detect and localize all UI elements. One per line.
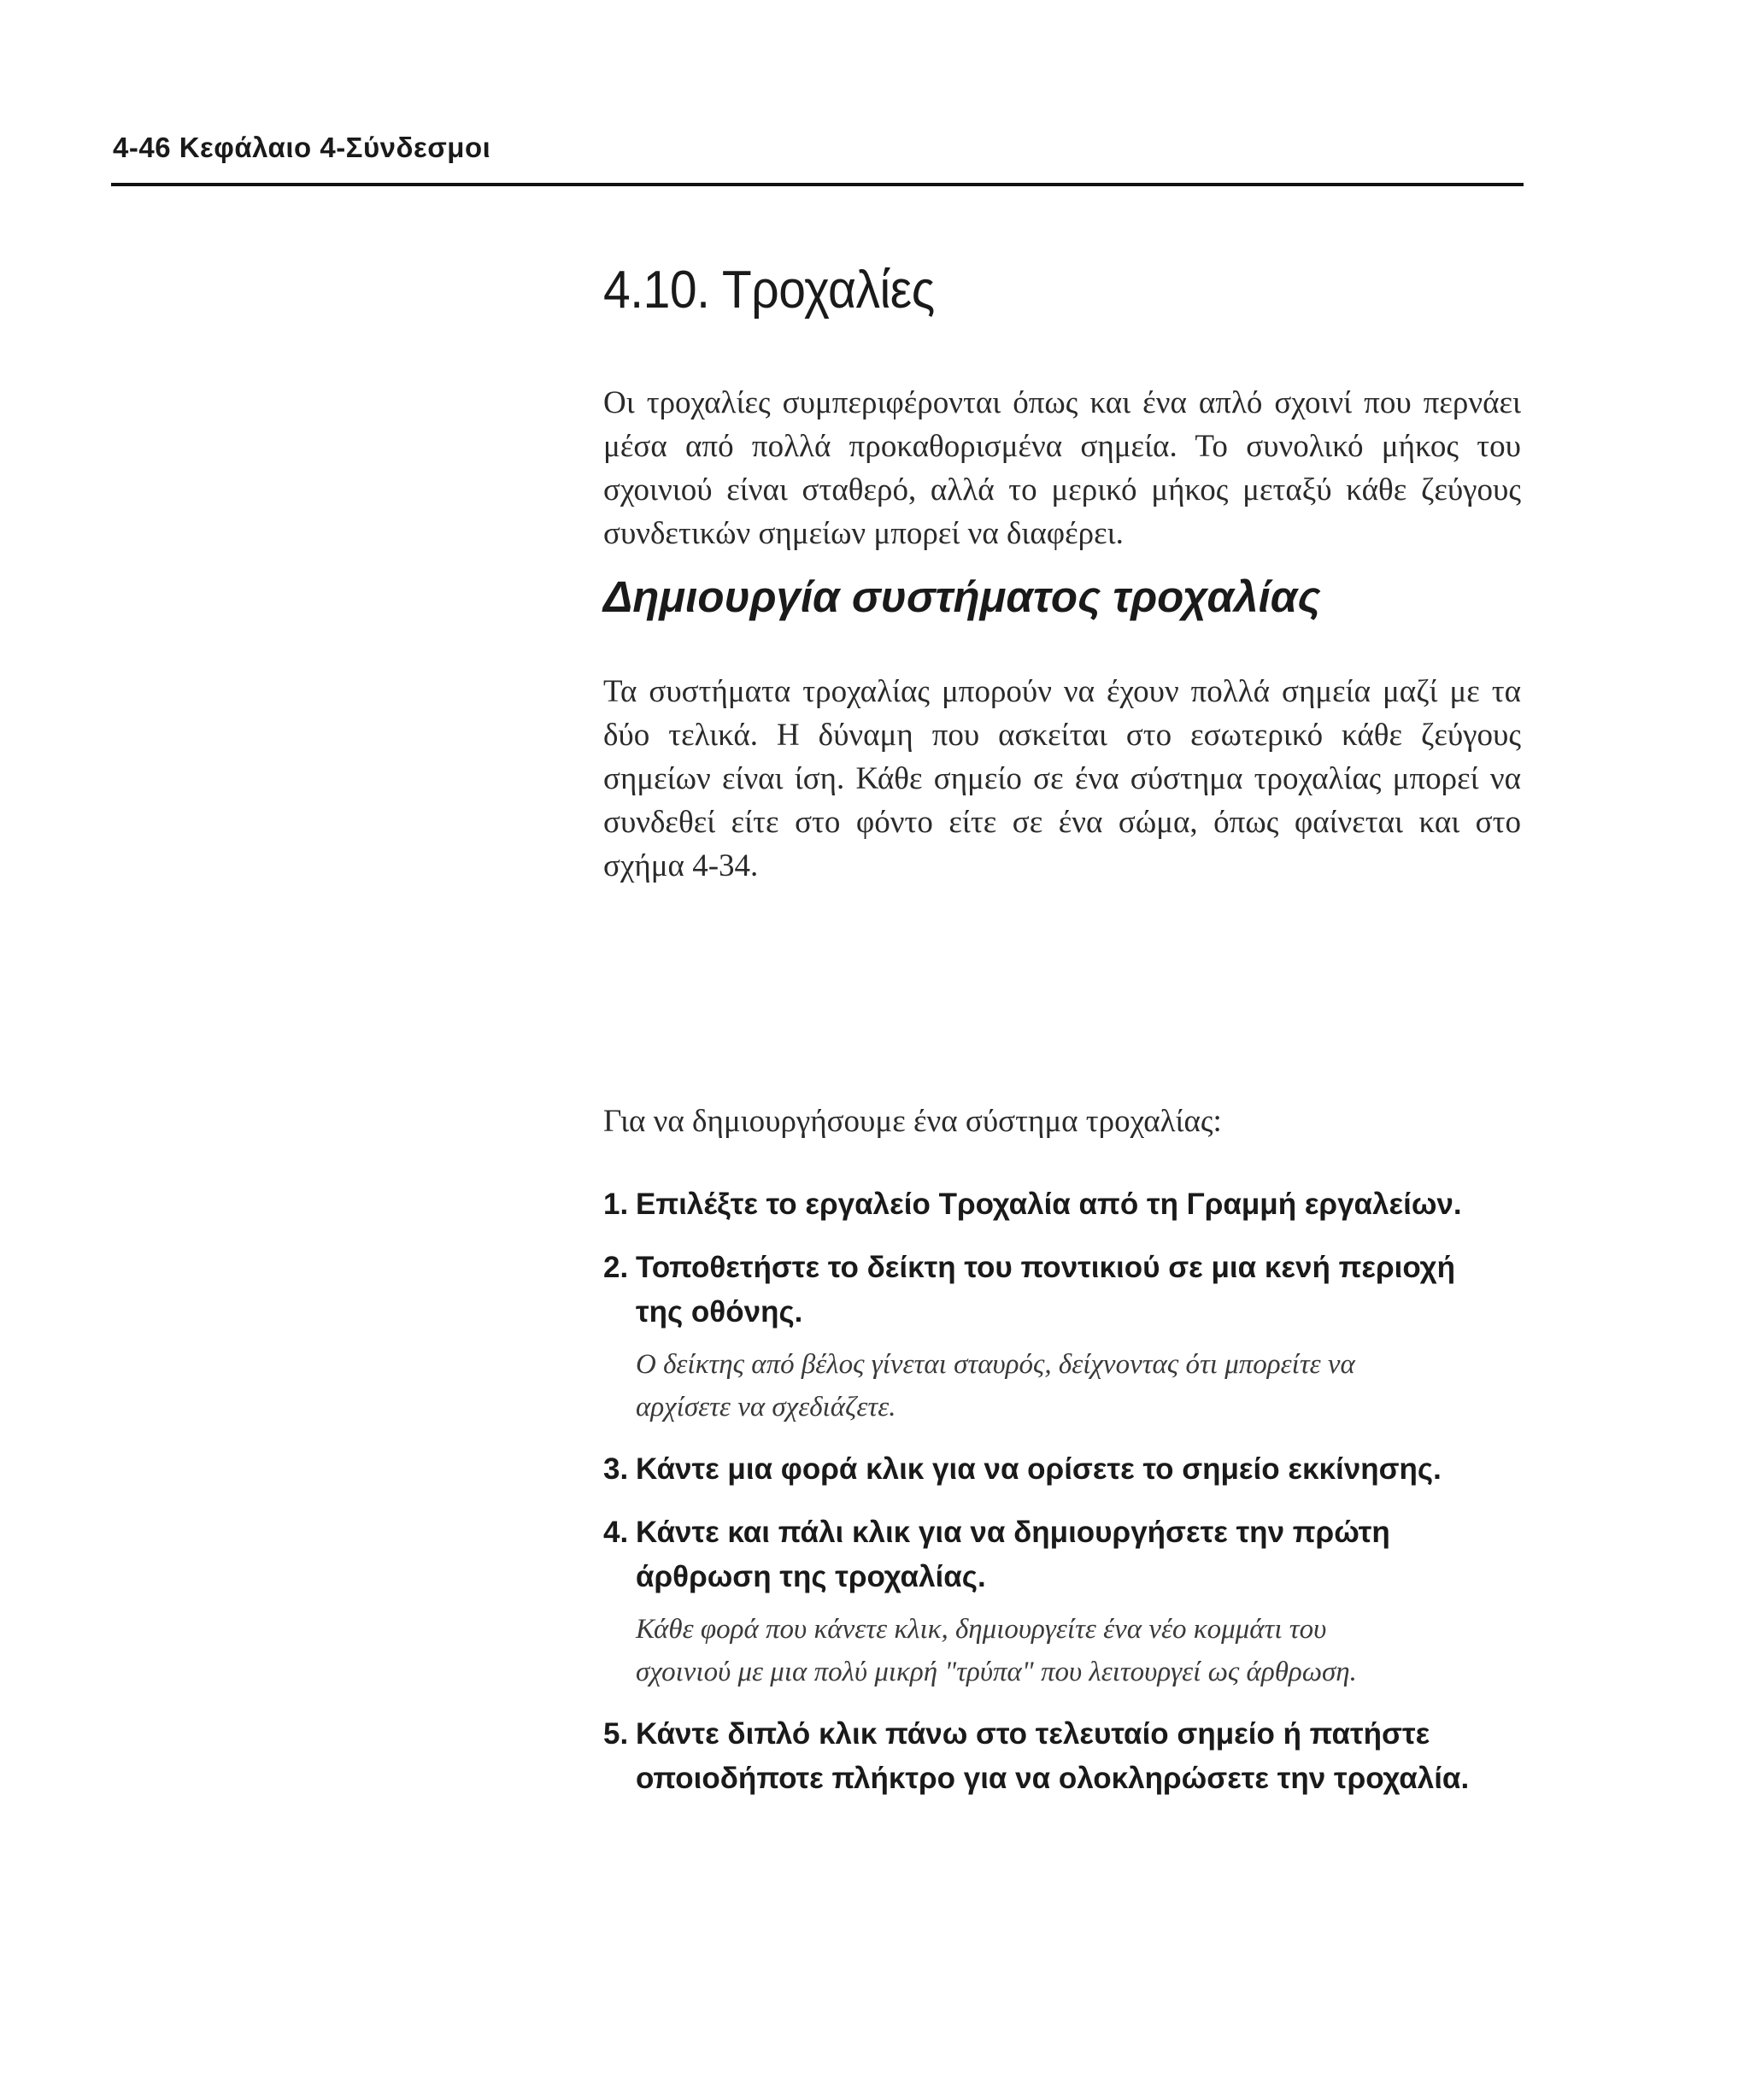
step-number: 4. bbox=[603, 1516, 629, 1549]
step-number: 3. bbox=[603, 1452, 629, 1486]
step-text: Τοποθετήστε το δείκτη του ποντικιού σε μια κενή περιοχή της οθόνης. bbox=[636, 1251, 1455, 1329]
list-item bbox=[603, 1246, 1521, 1428]
step-row bbox=[603, 1182, 1521, 1227]
page-content bbox=[603, 256, 1521, 1820]
running-head: 4-46 Κεφάλαιο 4-Σύνδεσμοι bbox=[113, 132, 491, 163]
step-number: 5. bbox=[603, 1717, 629, 1751]
intro-paragraph: Οι τροχαλίες συμπεριφέρονται όπως και ένα απλό σχοινί που περνάει μέσα από πολλά προκαθορισμένα σημεία. Το συνολικό μήκος του σχοινιού είναι σταθερό, αλλά το μερικό μήκος μεταξύ κάθε ζεύγους συνδετικών σημείων μπορεί να διαφέρει. bbox=[603, 385, 1521, 551]
step-text: Κάντε διπλό κλικ πάνω στο τελευταίο σημείο ή πατήστε οποιοδήποτε πλήκτρο για να ολοκληρώσετε την τροχαλία. bbox=[636, 1717, 1470, 1795]
step-row bbox=[603, 1447, 1521, 1492]
step-row bbox=[603, 1246, 1521, 1334]
step-number: 1. bbox=[603, 1188, 629, 1221]
steps-lead-text: Για να δημιουργήσουμε ένα σύστημα τροχαλίας: bbox=[603, 1104, 1222, 1139]
step-text: Κάντε και πάλι κλικ για να δημιουργήσετε την πρώτη άρθρωση της τροχαλίας. bbox=[636, 1516, 1390, 1593]
step-note: Κάθε φορά που κάνετε κλικ, δημιουργείτε ένα νέο κομμάτι του σχοινιού με μια πολύ μικρή "τρύπα" που λειτουργεί ως άρθρωση. bbox=[636, 1614, 1357, 1687]
list-item bbox=[603, 1447, 1521, 1492]
step-text: Επιλέξτε το εργαλείο Τροχαλία από τη Γραμμή εργαλείων. bbox=[636, 1188, 1462, 1221]
subsection-title: Δημιουργία συστήματος τροχαλίας bbox=[603, 572, 1321, 621]
list-item bbox=[603, 1712, 1521, 1801]
step-row bbox=[603, 1510, 1521, 1599]
list-item bbox=[603, 1510, 1521, 1693]
list-item bbox=[603, 1182, 1521, 1227]
step-text: Κάντε μια φορά κλικ για να ορίσετε το σημείο εκκίνησης. bbox=[636, 1452, 1442, 1486]
step-note: Ο δείκτης από βέλος γίνεται σταυρός, δείχνοντας ότι μπορείτε να αρχίσετε να σχεδιάζετε. bbox=[636, 1349, 1355, 1422]
section-title: 4.10. Τροχαλίες bbox=[603, 261, 935, 320]
step-number: 2. bbox=[603, 1251, 629, 1284]
steps-list bbox=[603, 1182, 1521, 1801]
step-row bbox=[603, 1712, 1521, 1801]
body-paragraph: Τα συστήματα τροχαλίας μπορούν να έχουν πολλά σημεία μαζί με τα δύο τελικά. Η δύναμη που ασκείται στο εσωτερικό κάθε ζεύγους σημείων είναι ίση. Κάθε σημείο σε ένα σύστημα τροχαλίας μπορεί να συνδεθεί είτε στο φόντο είτε σε ένα σώμα, όπως φαίνεται και στο σχήμα 4-34. bbox=[603, 674, 1521, 883]
page-header bbox=[111, 126, 1524, 186]
